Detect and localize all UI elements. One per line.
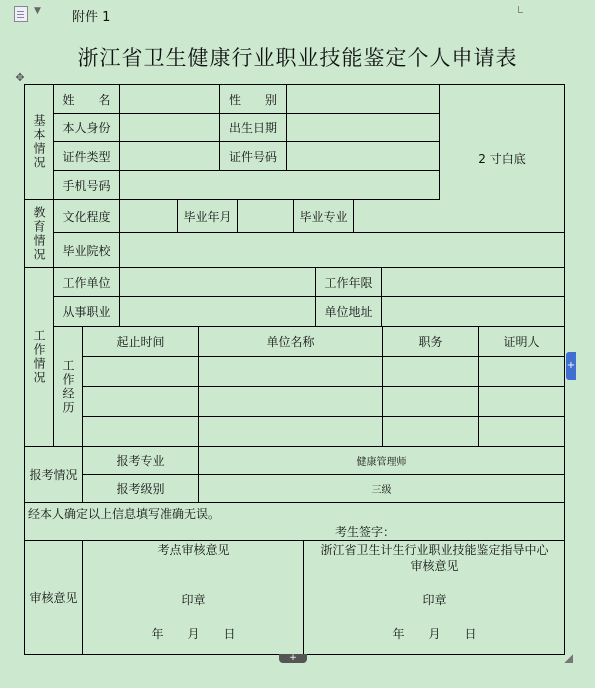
site-review-title: 考点审核意见 (157, 543, 230, 557)
site-review-cell (83, 541, 304, 655)
history-col-position: 职务 (383, 327, 479, 357)
label-grad-school: 毕业院校 (54, 233, 120, 268)
declaration-text: 经本人确定以上信息填写准确无误。 (28, 507, 221, 521)
input-grad-year[interactable] (238, 200, 294, 233)
input-phone[interactable] (120, 171, 440, 200)
section-education: 教育情况 (25, 200, 54, 268)
label-grad-year: 毕业年月 (178, 200, 238, 233)
document-icon[interactable] (14, 6, 28, 22)
history-cell[interactable] (199, 387, 383, 417)
label-cert-type: 证件类型 (54, 142, 120, 171)
history-cell[interactable] (479, 417, 565, 447)
label-phone: 手机号码 (54, 171, 120, 200)
history-cell[interactable] (83, 417, 199, 447)
exam-level-value[interactable]: 三级 (199, 475, 565, 503)
site-date: 年 月 日 (151, 627, 236, 641)
history-cell[interactable] (199, 357, 383, 387)
center-review-cell (304, 541, 565, 655)
attachment-label: 附件 1 (72, 10, 111, 25)
table-resize-handle-icon[interactable] (564, 654, 573, 663)
label-employer: 工作单位 (54, 268, 120, 297)
input-occupation[interactable] (120, 297, 316, 327)
label-occupation: 从事职业 (54, 297, 120, 327)
history-cell[interactable] (83, 357, 199, 387)
toolbar (0, 0, 595, 28)
input-id[interactable] (120, 114, 220, 142)
declaration-cell (25, 503, 565, 541)
table-move-handle-icon[interactable]: ✥ (15, 71, 25, 84)
history-col-period: 起止时间 (83, 327, 199, 357)
input-employer[interactable] (120, 268, 316, 297)
center-seal: 印章 (422, 593, 447, 607)
exam-major-value[interactable]: 健康管理师 (199, 447, 565, 475)
photo-box: 2 寸白底 (440, 85, 565, 233)
signature-label: 考生签字： (335, 525, 396, 539)
section-review: 审核意见 (25, 541, 83, 655)
history-cell[interactable] (199, 417, 383, 447)
history-col-employer: 单位名称 (199, 327, 383, 357)
label-cert-no: 证件号码 (220, 142, 287, 171)
input-edu-level[interactable] (120, 200, 178, 233)
margin-corner-mark (518, 6, 523, 13)
input-work-years[interactable] (382, 268, 565, 297)
section-work: 工作情况 (25, 268, 54, 447)
input-employer-address[interactable] (382, 297, 565, 327)
section-basic: 基本情况 (25, 85, 54, 200)
add-row-icon[interactable]: + (279, 654, 307, 663)
page-title: 浙江省卫生健康行业职业技能鉴定个人申请表 (77, 46, 518, 70)
history-cell[interactable] (383, 357, 479, 387)
input-birth[interactable] (287, 114, 440, 142)
input-cert-no[interactable] (287, 142, 440, 171)
application-table (24, 84, 565, 655)
history-cell[interactable] (383, 387, 479, 417)
input-name[interactable] (120, 85, 220, 114)
label-name: 姓 名 (54, 85, 120, 114)
label-work-years: 工作年限 (316, 268, 382, 297)
label-id: 本人身份 (54, 114, 120, 142)
label-gender: 性 别 (220, 85, 287, 114)
history-cell[interactable] (83, 387, 199, 417)
center-review-subtitle: 审核意见 (410, 559, 459, 573)
history-cell[interactable] (383, 417, 479, 447)
label-exam-level: 报考级别 (83, 475, 199, 503)
label-edu-level: 文化程度 (54, 200, 120, 233)
center-date: 年 月 日 (392, 627, 477, 641)
section-exam: 报考情况 (25, 447, 83, 503)
history-cell[interactable] (479, 387, 565, 417)
input-grad-school[interactable] (120, 233, 565, 268)
history-col-witness: 证明人 (479, 327, 565, 357)
label-employer-address: 单位地址 (316, 297, 382, 327)
site-seal: 印章 (181, 593, 206, 607)
history-cell[interactable] (479, 357, 565, 387)
input-cert-type[interactable] (120, 142, 220, 171)
label-birth: 出生日期 (220, 114, 287, 142)
add-column-icon[interactable]: + (566, 352, 576, 380)
chevron-down-icon[interactable]: ▼ (34, 6, 41, 16)
section-work-history: 工作经历 (54, 327, 83, 447)
input-grad-major[interactable] (354, 200, 565, 233)
center-review-title: 浙江省卫生计生行业职业技能鉴定指导中心 (320, 543, 549, 557)
label-exam-major: 报考专业 (83, 447, 199, 475)
input-gender[interactable] (287, 85, 440, 114)
label-grad-major: 毕业专业 (294, 200, 354, 233)
